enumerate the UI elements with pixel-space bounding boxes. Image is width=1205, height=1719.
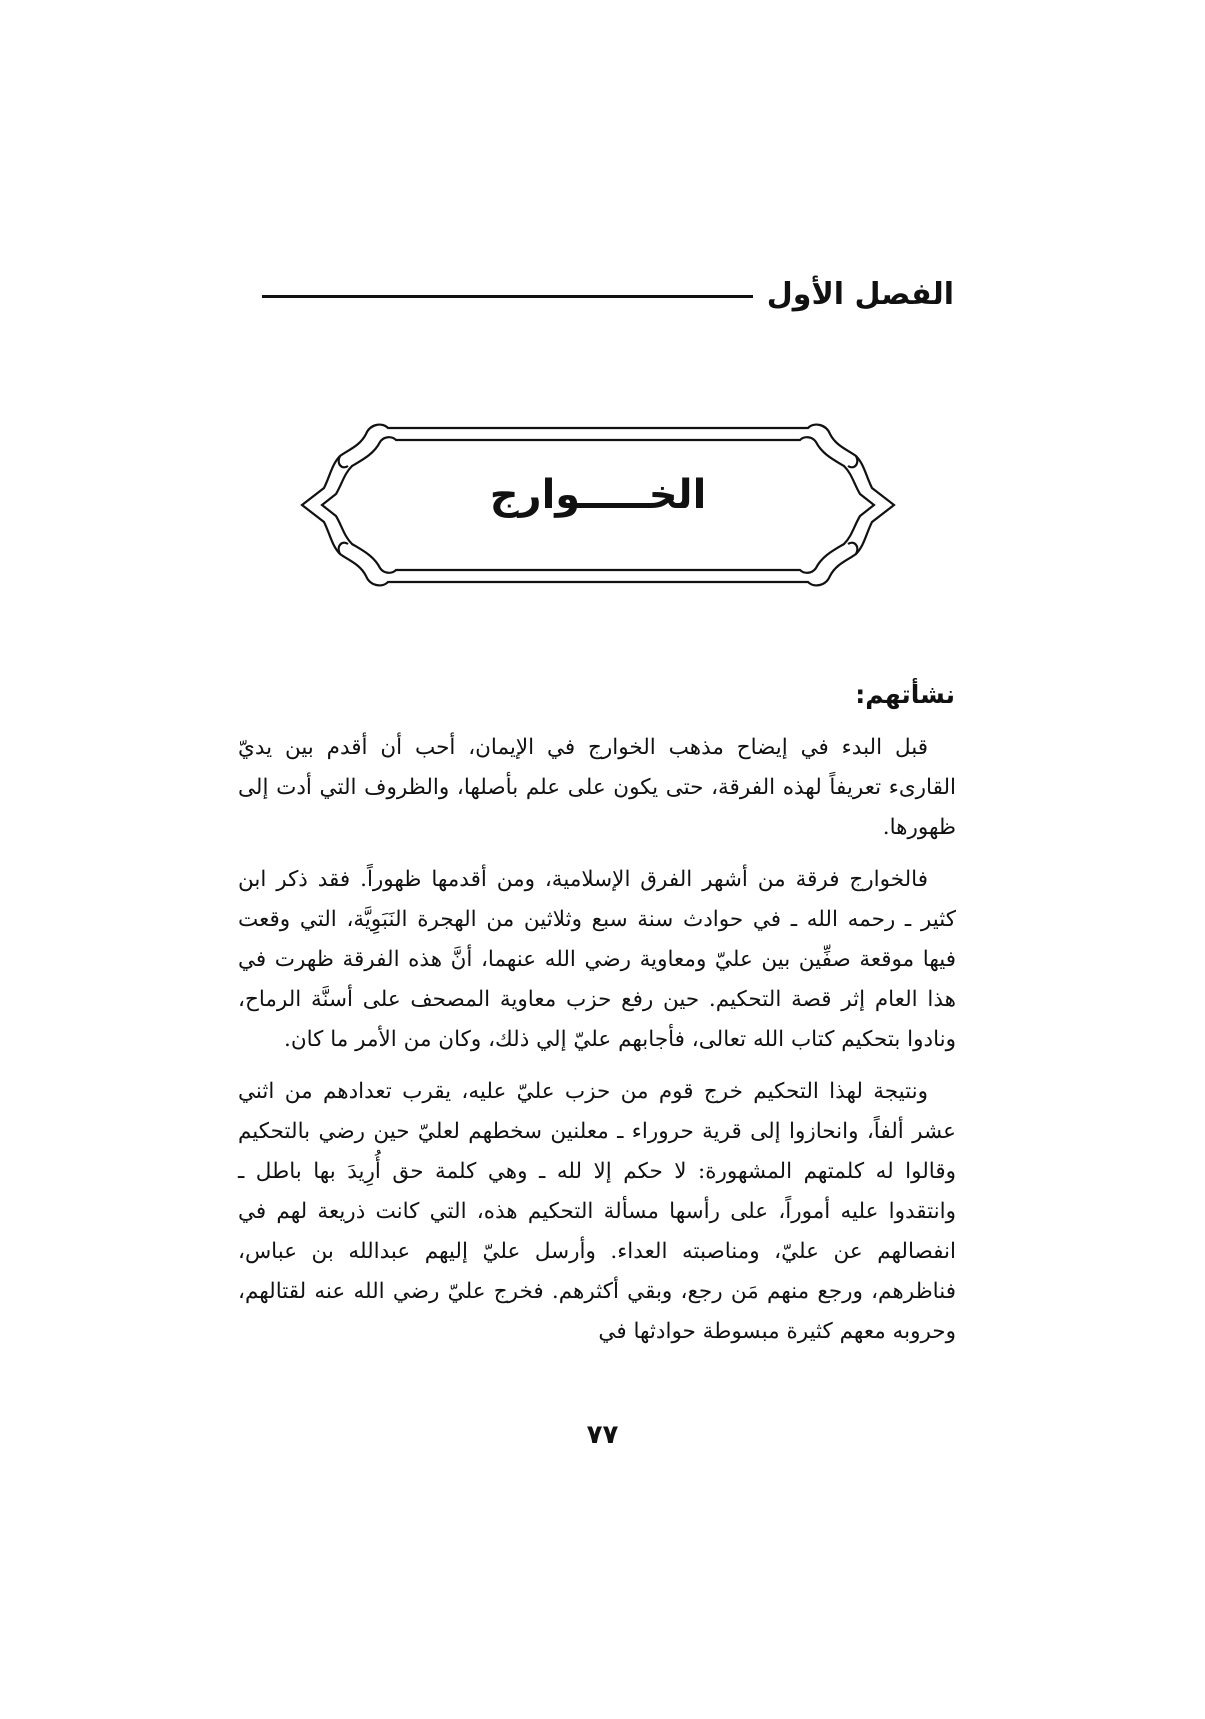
chapter-title: الفصل الأول [766,276,954,312]
ornamental-title-frame [296,420,900,590]
paragraph: ونتيجة لهذا التحكيم خرج قوم من حزب عليّ عليه، يقرب تعدادهم من اثني عشر ألفاً، وانحازوا إلى قرية حروراء ـ معلنين سخطهم لعليّ حين رضي بالتحكيم وقالوا له كلمتهم المشهورة: لا حكم إلا لله ـ وهي كلمة حق أُرِيدَ بها باطل ـ وانتقدوا عليه أموراً، على رأسها مسألة التحكيم هذه، التي كانت ذريعة لهم في انفصالهم عن عليّ، ومناصبته العداء. وأرسل عليّ إليهم عبدالله بن عباس، فناظرهم، ورجع منهم مَن رجع، وبقي أكثرهم. فخرج عليّ رضي الله عنه لقتالهم، وحروبه معهم كثيرة مبسوطة حوادثها في [238,1079,956,1344]
chapter-rule-divider [262,295,753,298]
paragraph: قبل البدء في إيضاح مذهب الخوارج في الإيمان، أحب أن أقدم بين يديّ القارىء تعريفاً لهذه الفرقة، حتى يكون على علم بأصلها، والظروف التي أدت إلى ظهورها. [238,735,956,840]
page-number: ٧٧ [586,1420,619,1450]
paragraph: فالخوارج فرقة من أشهر الفرق الإسلامية، ومن أقدمها ظهوراً. فقد ذكر ابن كثير ـ رحمه الله ـ في حوادث سنة سبع وثلاثين من الهجرة النَبَوِيَّة، التي وقعت فيها موقعة صفِّين بين عليّ ومعاوية رضي الله عنهما، أنَّ هذه الفرقة ظهرت في هذا العام إثر قصة التحكيم. حين رفع حزب معاوية المصحف على أسنَّة الرماح، ونادوا بتحكيم كتاب الله تعالى، فأجابهم عليّ إلي ذلك، وكان من الأمر ما كان. [238,867,956,1052]
chapter-header [262,272,954,316]
frame-title: الخـــــوارج [489,472,707,518]
body-text [238,728,956,1364]
section-heading: نشأتهم: [855,680,955,709]
